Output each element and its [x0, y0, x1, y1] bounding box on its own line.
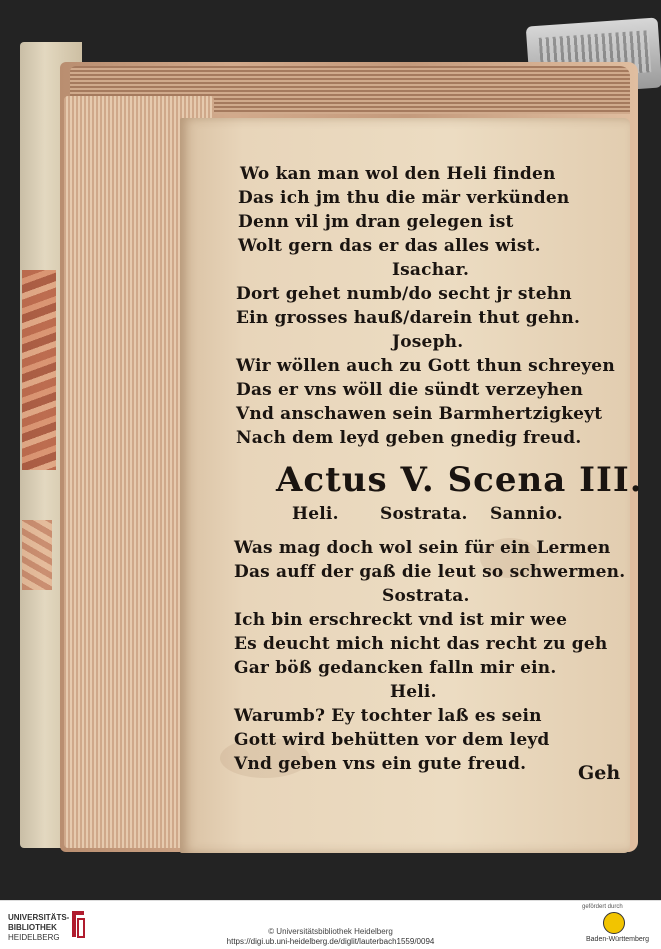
- library-name-line: HEIDELBERG: [8, 933, 60, 942]
- scene-heading: Actus V. Scena III.: [276, 460, 643, 500]
- verse-line: Dort gehet numb/do secht jr stehn: [236, 284, 572, 304]
- verse-line: Es deucht mich nicht das recht zu geh: [234, 634, 608, 654]
- catchword: Geh: [578, 762, 621, 784]
- verse-line: Das er vns wöll die sündt verzeyhen: [236, 380, 584, 400]
- viewer-footer: [0, 900, 661, 949]
- cast-name: Sannio.: [490, 504, 563, 524]
- verse-line: Das auff der gaß die leut so schwermen.: [234, 562, 626, 582]
- verse-line: Was mag doch wol sein für ein Lermen: [234, 538, 611, 558]
- verse-line: Wolt gern das er das alles wist.: [238, 236, 541, 256]
- library-name-line: UNIVERSITÄTS-: [8, 913, 70, 922]
- verse-line: Nach dem leyd geben gnedig freud.: [236, 428, 582, 448]
- marbled-cover-pattern-lower: [22, 520, 52, 590]
- sponsor-name[interactable]: Baden-Württemberg: [586, 936, 650, 943]
- speaker-name: Sostrata.: [382, 586, 470, 606]
- speaker-name: Isachar.: [392, 260, 470, 280]
- verse-line: Vnd geben vns ein gute freud.: [234, 754, 527, 774]
- marbled-cover-pattern: [22, 270, 56, 470]
- verse-line: Ich bin erschreckt vnd ist mir wee: [234, 610, 568, 630]
- verse-line: Gar böß gedancken falln mir ein.: [234, 658, 557, 678]
- verse-line: Ein grosses hauß/darein thut gehn.: [236, 308, 581, 328]
- speaker-name: Joseph.: [392, 332, 464, 352]
- state-seal-icon: [603, 912, 625, 934]
- library-name-line: BIBLIOTHEK: [8, 923, 57, 932]
- verse-line: Das ich jm thu die mär verkünden: [238, 188, 570, 208]
- speaker-name: Heli.: [390, 682, 437, 702]
- verse-line: Wo kan man wol den Heli finden: [240, 164, 556, 184]
- verse-line: Warumb? Ey tochter laß es sein: [234, 706, 542, 726]
- permalink-url[interactable]: https://digi.ub.uni-heidelberg.de/diglit/lauterbach1559/0094: [226, 937, 435, 946]
- copyright-text: © Universitätsbibliothek Heidelberg: [268, 927, 393, 936]
- verse-line: Vnd anschawen sein Barmhertzigkeyt: [236, 404, 603, 424]
- funded-by-label: gefördert durch: [582, 904, 623, 910]
- verse-line: Wir wöllen auch zu Gott thun schreyen: [236, 356, 615, 376]
- cast-name: Sostrata.: [380, 504, 468, 524]
- cast-name: Heli.: [292, 504, 339, 524]
- verse-line: Denn vil jm dran gelegen ist: [238, 212, 514, 232]
- verse-line: Gott wird behütten vor dem leyd: [234, 730, 550, 750]
